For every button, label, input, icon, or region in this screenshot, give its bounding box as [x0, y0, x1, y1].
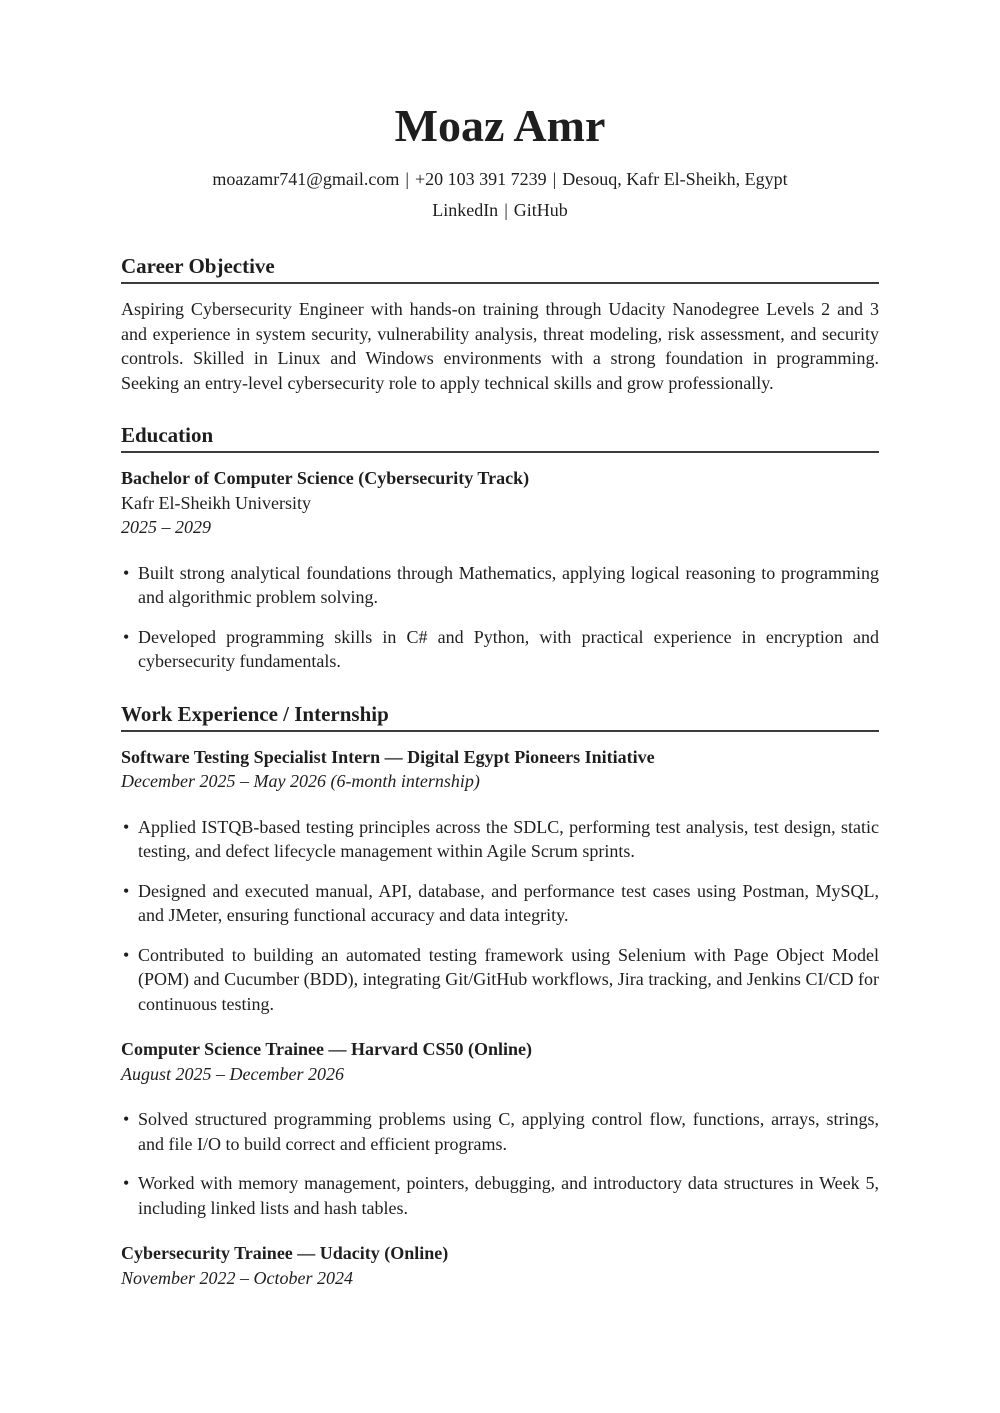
- job-bullet: • Worked with memory management, pointers, debugging, and introductory data structures in Week 5, including linked lists and hash tables.: [121, 1171, 879, 1220]
- contact-links-line: [121, 195, 879, 226]
- github-link[interactable]: GitHub: [513, 200, 568, 220]
- job-dates: December 2025 – May 2026 (6-month internship): [121, 771, 480, 791]
- contact-separator: |: [552, 169, 557, 189]
- person-name: Moaz Amr: [394, 100, 606, 151]
- job-bullet-list: [121, 815, 879, 1017]
- education-bullet: • Developed programming skills in C# and Python, with practical experience in encryption and cybersecurity fundamentals.: [121, 625, 879, 674]
- education-entry: [121, 466, 879, 674]
- education-bullet-list: [121, 561, 879, 674]
- work-entry: [121, 1037, 879, 1220]
- degree-title: Bachelor of Computer Science (Cybersecurity Track): [121, 468, 530, 488]
- contact-phone: +20 103 391 7239: [414, 169, 547, 189]
- job-dates: August 2025 – December 2026: [121, 1063, 344, 1084]
- work-entry: [121, 1241, 879, 1290]
- section-career-objective: [121, 253, 879, 395]
- job-bullet-list: [121, 1107, 879, 1220]
- contact-separator: |: [504, 200, 508, 220]
- resume-header: [121, 100, 879, 226]
- education-heading: Education: [121, 422, 879, 453]
- education-bullet: • Built strong analytical foundations through Mathematics, applying logical reasoning to programming and algorithmic problem solving.: [121, 561, 879, 610]
- job-title: Computer Science Trainee — Harvard CS50 (Online): [121, 1039, 532, 1059]
- job-bullet: • Designed and executed manual, API, database, and performance test cases using Postman, MySQL, and JMeter, ensuring functional accuracy and data integrity.: [121, 879, 879, 928]
- job-title: Cybersecurity Trainee — Udacity (Online): [121, 1243, 449, 1263]
- education-dates: 2025 – 2029: [121, 517, 211, 537]
- job-bullet: • Applied ISTQB-based testing principles across the SDLC, performing test analysis, test design, static testing, and defect lifecycle management within Agile Scrum sprints.: [121, 815, 879, 864]
- job-dates: November 2022 – October 2024: [121, 1267, 353, 1288]
- section-work-experience: [121, 701, 879, 1291]
- linkedin-link[interactable]: LinkedIn: [432, 200, 499, 220]
- career-objective-heading: Career Objective: [121, 253, 879, 284]
- work-experience-heading: Work Experience / Internship: [121, 701, 879, 732]
- job-bullet: • Solved structured programming problems using C, applying control flow, functions, arrays, strings, and file I/O to build correct and efficient programs.: [121, 1107, 879, 1156]
- contact-email: moazamr741@gmail.com: [212, 169, 400, 189]
- section-education: [121, 422, 879, 674]
- school-name: Kafr El-Sheikh University: [121, 492, 311, 513]
- work-entry: [121, 745, 879, 1017]
- job-title: Software Testing Specialist Intern — Digital Egypt Pioneers Initiative: [121, 746, 655, 767]
- contact-info-line: [121, 164, 879, 195]
- career-objective-text: Aspiring Cybersecurity Engineer with hands-on training through Udacity Nanodegree Levels 2 and 3 and experience in system security, vulnerability analysis, threat modeling, risk assessment, and security controls. Skilled in Linux and Windows environments with a strong foundation in programming. Seeking an entry-level cybersecurity role to apply technical skills and grow professionally.: [121, 299, 879, 393]
- contact-separator: |: [405, 169, 409, 189]
- contact-location: Desouq, Kafr El-Sheikh, Egypt: [562, 169, 788, 189]
- job-bullet: • Contributed to building an automated testing framework using Selenium with Page Object Model (POM) and Cucumber (BDD), integrating Git/GitHub workflows, Jira tracking, and Jenkins CI/CD for continuous testing.: [121, 943, 879, 1017]
